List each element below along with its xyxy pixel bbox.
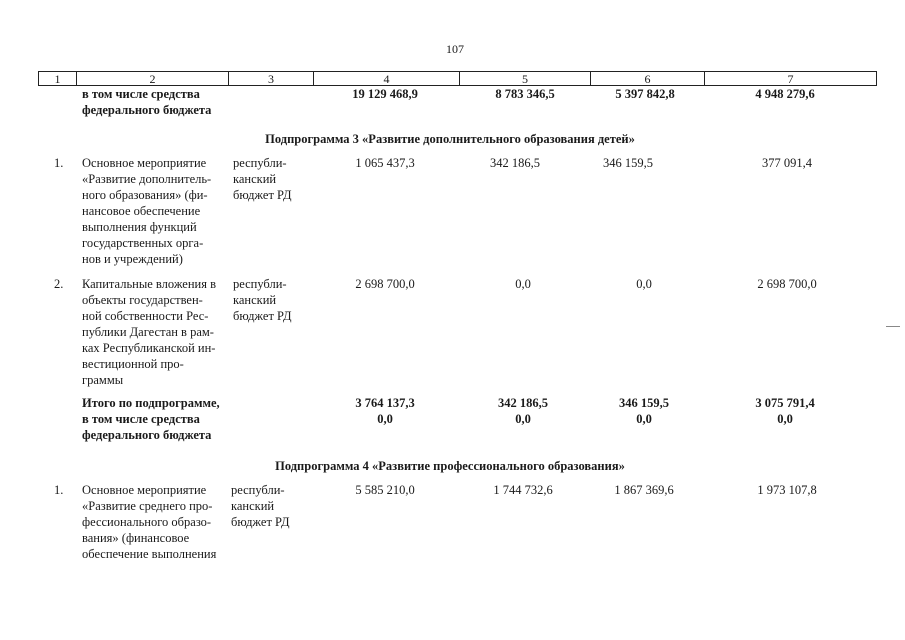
sp3-total-col4: 3 764 137,3 0,0 <box>355 396 415 426</box>
sp4-row1-value-col7: 1 973 107,8 <box>757 483 817 497</box>
sp3-row1-value-col6: 346 159,5 <box>603 156 653 170</box>
header-col-5: 5 <box>460 72 591 86</box>
sp3-row1-value-col4: 1 065 437,3 <box>355 156 415 170</box>
federal-value-col4: 19 129 468,9 <box>352 87 418 101</box>
sp4-row1-description: Основное мероприятие «Развитие среднего про- фессионального образо- вания» (финансовое обеспечение выполнения <box>82 483 217 561</box>
sp3-total-label: Итого по подпрограмме, в том числе средства федерального бюджета <box>82 396 220 442</box>
header-col-2: 2 <box>77 72 229 86</box>
sp3-row2-source: республи- канский бюджет РД <box>233 277 292 323</box>
sp3-total-col6: 346 159,5 0,0 <box>619 396 669 426</box>
sp3-row2-value-col4: 2 698 700,0 <box>355 277 415 291</box>
sp3-row1-value-col7: 377 091,4 <box>762 156 812 170</box>
federal-value-col7: 4 948 279,6 <box>755 87 815 101</box>
sp4-row1-number: 1. <box>54 483 64 497</box>
header-col-7: 7 <box>705 72 877 86</box>
sp3-row2-description: Капитальные вложения в объекты государствен- ной собственности Рес- публики Дагестан в рам- ках Республиканской ин- вестиционной про- граммы <box>82 277 216 387</box>
federal-row-label: в том числе средства федерального бюджета <box>82 87 212 117</box>
header-col-1: 1 <box>39 72 77 86</box>
sp4-row1-value-col4: 5 585 210,0 <box>355 483 415 497</box>
column-number-header <box>38 71 877 86</box>
federal-value-col5: 8 783 346,5 <box>495 87 555 101</box>
sp3-row2-number: 2. <box>54 277 64 291</box>
sp3-row1-value-col5: 342 186,5 <box>490 156 540 170</box>
sp3-row2-value-col5: 0,0 <box>515 277 531 291</box>
sp3-row1-number: 1. <box>54 156 64 170</box>
header-col-6: 6 <box>591 72 705 86</box>
scan-mark <box>886 326 900 327</box>
sp3-row1-source: республи- канский бюджет РД <box>233 156 292 202</box>
page-number: 107 <box>446 42 464 56</box>
sp3-row2-value-col6: 0,0 <box>636 277 652 291</box>
sp4-row1-value-col6: 1 867 369,6 <box>614 483 674 497</box>
subprogram-3-title: Подпрограмма 3 «Развитие дополнительного образования детей» <box>265 132 635 146</box>
sp3-row1-description: Основное мероприятие «Развитие дополнитель- ного образования» (фи- нансовое обеспечение выполнения функций государственных орга- нов и учреждений) <box>82 156 212 266</box>
subprogram-4-title: Подпрограмма 4 «Развитие профессионального образования» <box>275 459 625 473</box>
sp3-row2-value-col7: 2 698 700,0 <box>757 277 817 291</box>
sp4-row1-value-col5: 1 744 732,6 <box>493 483 553 497</box>
header-col-3: 3 <box>229 72 314 86</box>
sp3-total-col5: 342 186,5 0,0 <box>498 396 548 426</box>
federal-value-col6: 5 397 842,8 <box>615 87 675 101</box>
header-col-4: 4 <box>314 72 460 86</box>
sp3-total-col7: 3 075 791,4 0,0 <box>755 396 815 426</box>
sp4-row1-source: республи- канский бюджет РД <box>231 483 290 529</box>
